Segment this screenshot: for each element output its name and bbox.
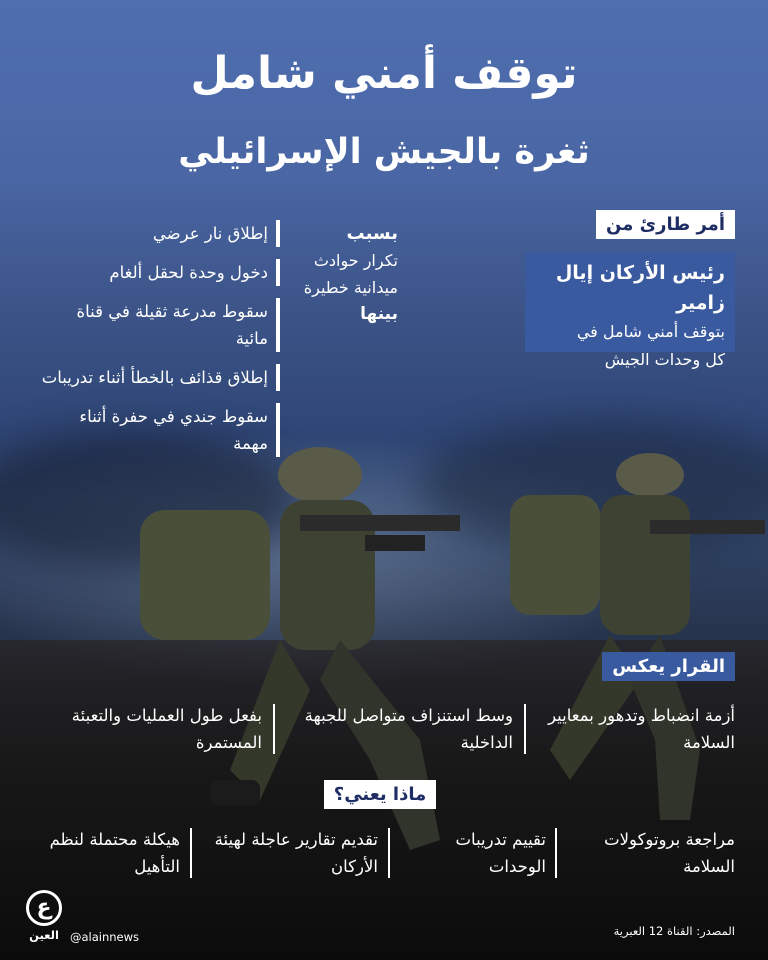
order-tag-label: أمر طارئ من	[596, 210, 735, 239]
reflects-item-3: بفعل طول العمليات والتعبئة المستمرة	[71, 706, 262, 752]
soldier-right-image	[490, 450, 768, 830]
meaning-item-3: تقديم تقارير عاجلة لهيئة الأركان	[214, 830, 378, 876]
social-handle: @alainnews	[70, 930, 140, 944]
divider	[524, 704, 526, 754]
order-name: رئيس الأركان إيال زامير	[555, 262, 725, 314]
meaning-item-2: تقييم تدريبات الوحدات	[455, 830, 546, 876]
source-credit: المصدر: القناة 12 العبرية	[613, 924, 735, 938]
order-detail-2: كل وحدات الجيش	[604, 350, 725, 369]
reason-line-2: ميدانية خطيرة	[303, 278, 398, 297]
divider	[388, 828, 390, 878]
meaning-tag-label: ماذا يعني؟	[324, 780, 437, 809]
divider	[190, 828, 192, 878]
divider	[555, 828, 557, 878]
incident-item: سقوط مدرعة ثقيلة في قناة مائية	[40, 298, 280, 352]
incident-item: إطلاق قذائف بالخطأ أثناء تدريبات	[40, 364, 280, 391]
reason-block	[285, 220, 398, 328]
logo-letter: ع	[36, 895, 52, 920]
reflects-tag	[590, 652, 735, 681]
meaning-tag	[310, 780, 450, 809]
alain-logo-icon	[26, 890, 62, 926]
logo-text: العين	[29, 928, 59, 942]
reason-line-1: تكرار حوادث	[313, 251, 398, 270]
order-box	[525, 252, 735, 369]
page-title: توقف أمني شامل	[190, 48, 578, 99]
incident-item: دخول وحدة لحقل ألغام	[40, 259, 280, 286]
meaning-item-4: هيكلة محتملة لنظم التأهيل	[49, 830, 180, 876]
reason-footer: بينها	[360, 304, 398, 324]
order-tag	[585, 210, 735, 239]
incidents-list	[40, 220, 280, 469]
incident-item: سقوط جندي في حفرة أثناء مهمة	[40, 403, 280, 457]
reflects-item-2: وسط استنزاف متواصل للجبهة الداخلية	[304, 706, 513, 752]
reflects-item-1: أزمة انضباط وتدهور بمعايير السلامة	[548, 706, 735, 752]
reflects-tag-label: القرار يعكس	[602, 652, 735, 681]
incident-item: إطلاق نار عرضي	[40, 220, 280, 247]
reason-heading: بسبب	[346, 223, 398, 244]
divider	[273, 704, 275, 754]
meaning-item-1: مراجعة بروتوكولات السلامة	[604, 830, 735, 876]
order-detail-1: بتوقف أمني شامل في	[576, 322, 725, 341]
page-subtitle: ثغرة بالجيش الإسرائيلي	[178, 132, 590, 172]
